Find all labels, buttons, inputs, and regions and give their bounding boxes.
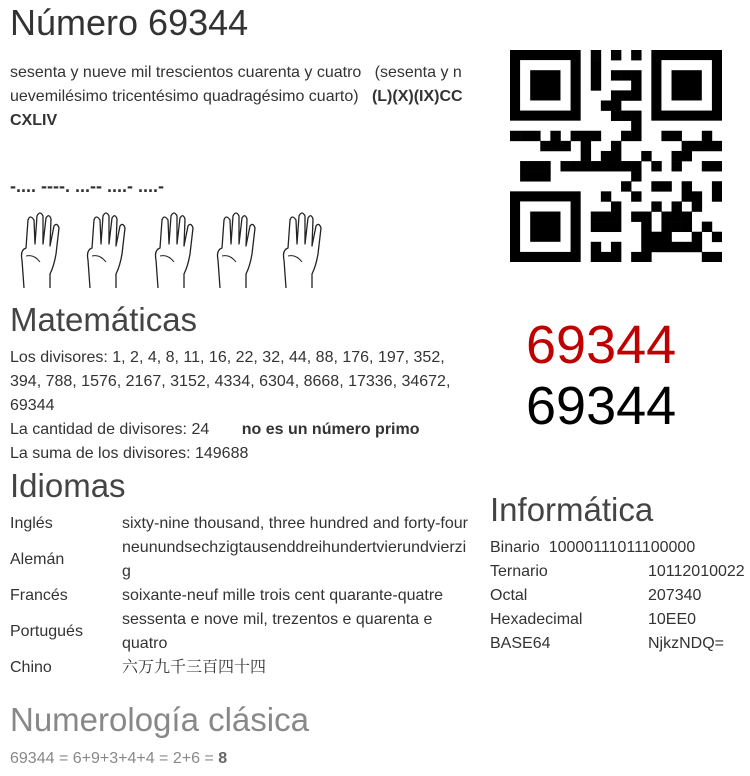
- numerology-formula: 69344 = 6+9+3+4+4 = 2+6 =: [10, 750, 214, 767]
- base-value: 207340: [648, 587, 702, 604]
- language-row: [10, 608, 468, 656]
- language-name: Chino: [10, 659, 52, 676]
- numerology-heading: Numerología clásica: [10, 701, 309, 738]
- binary-value: 10000111011100000: [548, 539, 696, 556]
- informatics-table: [490, 560, 745, 656]
- languages-table: [10, 512, 468, 680]
- language-row: [10, 512, 468, 536]
- math-section: [10, 346, 480, 466]
- divisor-sum: La suma de los divisores: 149688: [10, 445, 249, 462]
- hand-sign-3-icon: [156, 213, 194, 288]
- number-words: [10, 61, 470, 133]
- base-value: 10EE0: [648, 611, 697, 628]
- roman-numeral-part2: CXLIV: [10, 112, 58, 129]
- roman-numeral-part1: (L)(X)(IX)CC: [371, 88, 463, 105]
- base-row: [490, 608, 745, 632]
- hand-sign-4-icon: [218, 213, 256, 288]
- base-label: Octal: [490, 587, 528, 604]
- language-row: [10, 584, 468, 608]
- language-text: neunundsechzigtausenddreihundertvierundvierzig: [122, 539, 467, 580]
- base-row: [490, 584, 745, 608]
- base-label: Ternario: [490, 563, 548, 580]
- divisors-line-3: 69344: [10, 397, 55, 414]
- language-name: Inglés: [10, 515, 53, 532]
- page-title: Número 69344: [10, 2, 249, 43]
- hand-sign-4b-icon: [284, 213, 322, 288]
- hand-sign-6-icon: [22, 213, 60, 288]
- base-row: [490, 560, 745, 584]
- divisor-count: La cantidad de divisores: 24: [10, 421, 210, 438]
- prime-status: no es un número primo: [241, 421, 420, 438]
- language-row: [10, 656, 468, 680]
- binary-label: Binario: [490, 539, 540, 556]
- ordinal-words-part2: uevemilésimo tricentésimo quadragésimo cuarto): [10, 88, 359, 105]
- divisors-line-2: 394, 788, 1576, 2167, 3152, 4334, 6304, 8668, 17336, 34672,: [10, 373, 451, 390]
- language-name: Alemán: [10, 551, 65, 568]
- number-black: 69344: [526, 376, 677, 436]
- language-row: [10, 536, 468, 584]
- binary-row: [490, 536, 695, 560]
- language-name: Portugués: [10, 623, 83, 640]
- math-heading: Matemáticas: [10, 301, 198, 338]
- languages-heading: Idiomas: [10, 467, 126, 504]
- language-text: sixty-nine thousand, three hundred and forty-four: [122, 515, 468, 532]
- numerology-line: [10, 747, 227, 771]
- base-label: Hexadecimal: [490, 611, 583, 628]
- ordinal-words-part1: (sesenta y n: [374, 64, 462, 81]
- base-label: BASE64: [490, 635, 551, 652]
- base-row: [490, 632, 745, 656]
- hand-sign-9-icon: [88, 213, 126, 288]
- language-name: Francés: [10, 587, 68, 604]
- qr-code-icon: [510, 50, 722, 262]
- numerology-result: 8: [218, 750, 228, 767]
- divisors-line-1: Los divisores: 1, 2, 4, 8, 11, 16, 22, 32, 44, 88, 176, 197, 352,: [10, 349, 445, 366]
- number-red: 69344: [526, 315, 677, 375]
- language-text: sessenta e nove mil, trezentos e quarenta e quatro: [122, 611, 433, 652]
- morse-code: -.... ----. ...-- ....- ....-: [10, 176, 164, 196]
- base-value: 10112010022: [648, 563, 745, 580]
- language-text: 六万九千三百四十四: [122, 659, 267, 676]
- cardinal-words: sesenta y nueve mil trescientos cuarenta y cuatro: [10, 64, 362, 81]
- informatics-heading: Informática: [490, 491, 654, 528]
- language-text: soixante-neuf mille trois cent quarante-quatre: [122, 587, 444, 604]
- hand-signs: [10, 210, 340, 292]
- base-value: NjkzNDQ=: [648, 635, 725, 652]
